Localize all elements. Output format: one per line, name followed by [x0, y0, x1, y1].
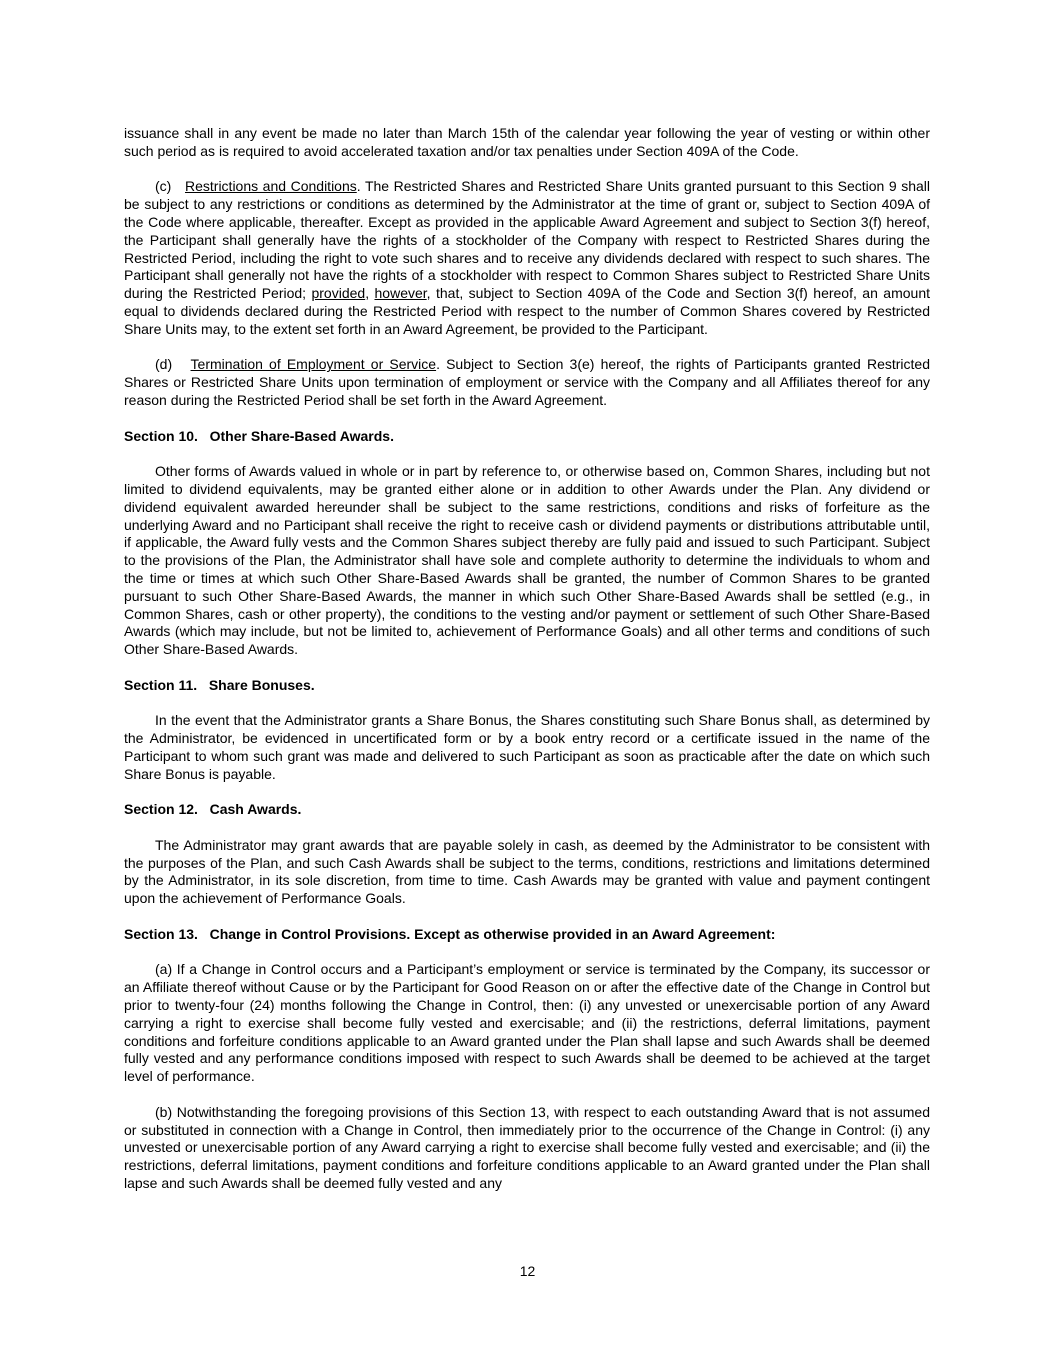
section-12-text: The Administrator may grant awards that are payable solely in cash, as deemed by the Administrator to be consistent with the purposes of the Plan, and such Cash Awards shall be subject to the terms, conditions, restrictions and limitations determined by the Administrator, in its sole discretion, from time to time. Cash Awards may be granted with value and payment contingent upon the achievement of Performance Goals. — [124, 836, 930, 907]
document-page — [124, 125, 930, 1211]
paragraph-continuation: issuance shall in any event be made no later than March 15th of the calendar year following the year of vesting or within other such period as is required to avoid accelerated taxation and/or tax penalties under Section 409A of the Code. — [124, 125, 930, 159]
clause-text: . Subject to Section 3(e) hereof, the rights of Participants granted Restricted Shares or Restricted Share Units upon termination of employment or service with the Company and all Affiliates thereof for any reason during the Restricted Period shall be set forth in the Award Agreement. — [124, 356, 931, 408]
clause-label: (d) — [155, 356, 173, 373]
section-12-heading: Section 12. Cash Awards. — [124, 801, 302, 818]
section-13b-text: (b) Notwithstanding the foregoing provisions of this Section 13, with respect to each outstanding Award that is not assumed or substituted in connection with a Change in Control, then immediately prior to the occurrence of the Change in Control: (i) any unvested or unexercisable portion of any Award carrying a right to exercise shall become fully vested and exercisable; and (ii) the restrictions, deferral limitations, payment conditions and forfeiture conditions applicable to an Award granted under the Plan shall lapse and such Awards shall be deemed fully vested and any — [124, 1103, 930, 1192]
paragraph-section-9c — [124, 178, 930, 338]
clause-text: . The Restricted Shares and Restricted Share Units granted pursuant to this Section 9 shall be subject to any restrictions or conditions as determined by the Administrator at the time of grant or, subject to Section 409A of the Code where applicable, thereafter. Except as provided in the applicable Award Agreement and subject to Section 3(f) hereof, the Participant shall generally have the rights of a stockholder of the Company with respect to Restricted Shares during the Restricted Period, including the right to vote such shares and to receive any dividends declared with respect to such shares. The Participant shall generally not have the rights of a stockholder with respect to Common Shares subject to Restricted Share Units during the Restricted Period; — [124, 178, 931, 302]
provided-term: provided — [311, 285, 366, 302]
section-10-heading: Section 10. Other Share-Based Awards. — [124, 427, 394, 444]
section-13a-text: (a) If a Change in Control occurs and a Participant’s employment or service is terminated by the Company, its successor or an Affiliate thereof without Cause or by the Participant for Good Reason on or after the effective date of the Change in Control but prior to twenty-four (24) months following the Change in Control, then: (i) any unvested or unexercisable portion of any Award carrying a right to exercise shall become fully vested and exercisable; and (ii) the restrictions, deferral limitations, payment conditions and forfeiture conditions applicable to an Award granted under the Plan shall lapse and such Awards shall be deemed fully vested and any performance conditions imposed with respect to such Awards shall be deemed to be achieved at the target level of performance. — [124, 961, 930, 1085]
section-13-heading: Section 13. Change in Control Provisions. Except as otherwise provided in an Award Agreement: — [124, 925, 776, 942]
comma: , — [365, 285, 375, 302]
paragraph-section-9d — [124, 356, 930, 409]
section-10-text: Other forms of Awards valued in whole or in part by reference to, or otherwise based on, Common Shares, including but not limited to dividend equivalents, may be granted either alone or in addition to other Awards under the Plan. Any dividend or dividend equivalent awarded hereunder shall be subject to the same restrictions, conditions and risks of forfeiture as the underlying Award and no Participant shall receive the right to receive cash or dividend payments or distributions attributable until, if applicable, the Award fully vests and the Common Shares subject thereby are fully paid and issued to such Participant. Subject to the provisions of the Plan, the Administrator shall have sole and complete authority to determine the individuals to whom and the time or times at which such Other Share-Based Awards shall be granted, the number of Common Shares to be granted pursuant to such Other Share-Based Awards, the manner in which such Other Share-Based Awards shall be settled (e.g., in Common Shares, cash or other property), the conditions to the vesting and/or payment or settlement of such Other Share-Based Awards (which may include, but not be limited to, achievement of Performance Goals) and all other terms and conditions of such Other Share-Based Awards. — [124, 463, 930, 658]
clause-label: (c) — [155, 178, 172, 195]
section-11-heading: Section 11. Share Bonuses. — [124, 676, 315, 693]
clause-title: Restrictions and Conditions — [185, 178, 357, 195]
page-number: 12 — [519, 1263, 536, 1279]
however-term: however — [374, 285, 427, 302]
clause-text-continued: , that, subject to Section 409A of the Code and Section 3(f) hereof, an amount equal to dividends declared during the Restricted Period with respect to the number of Common Shares covered by Restricted Share Units may, to the extent set forth in an Award Agreement, be provided to the Participant. — [124, 285, 930, 337]
section-11-text: In the event that the Administrator grants a Share Bonus, the Shares constituting such Share Bonus shall, as determined by the Administrator, be evidenced in uncertificated form or by a book entry record or a certificate issued in the name of the Participant to whom such grant was made and delivered to such Participant as soon as practicable after the date on which such Share Bonus is payable. — [124, 712, 930, 782]
clause-title: Termination of Employment or Service — [190, 356, 437, 373]
